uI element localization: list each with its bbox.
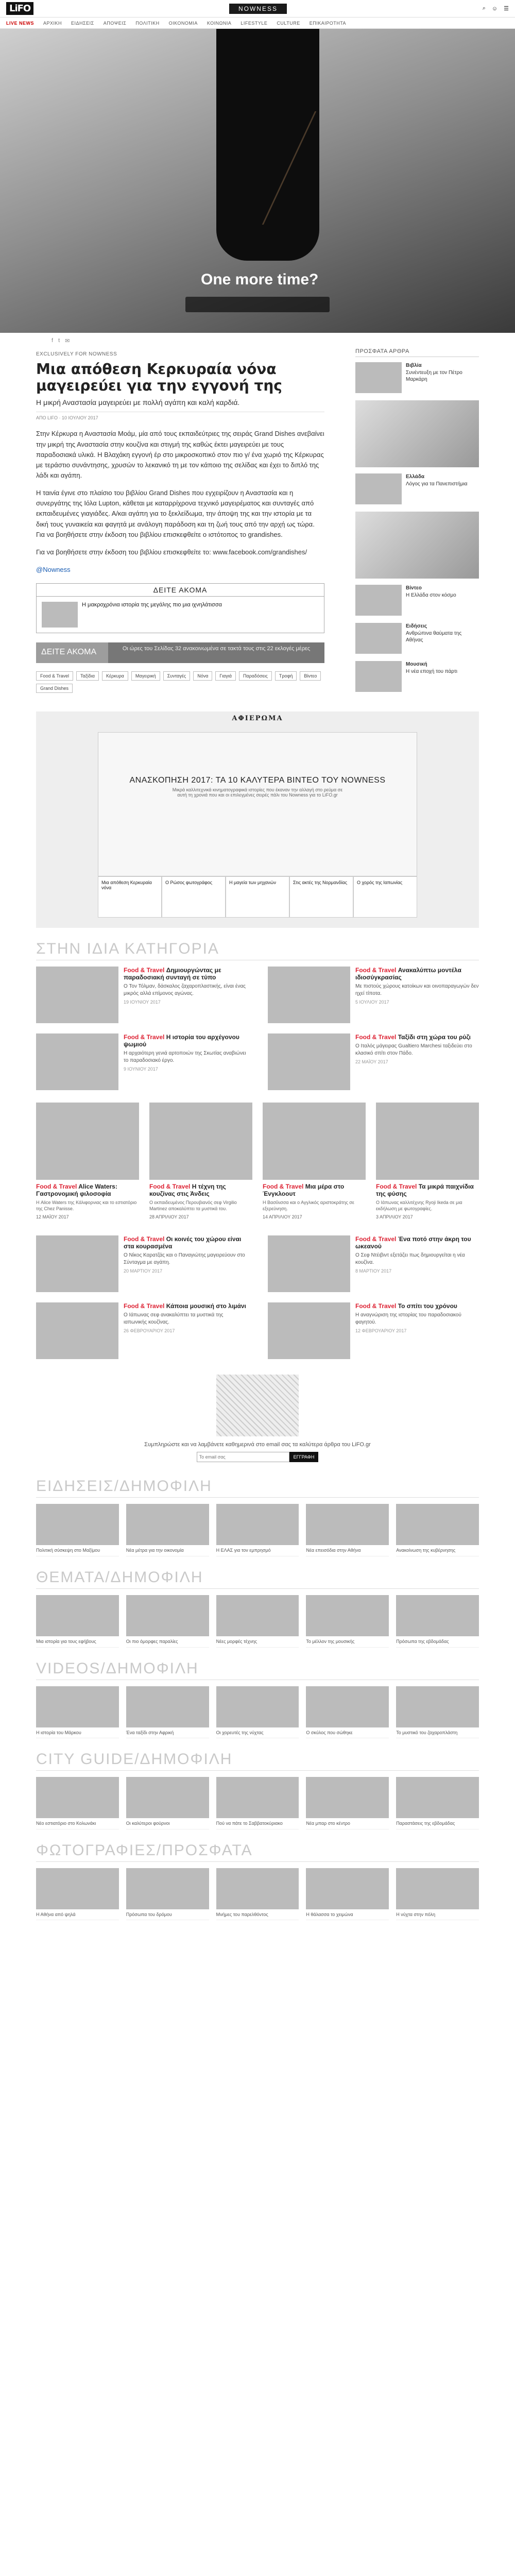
list-thumb xyxy=(306,1777,389,1818)
article-card[interactable] xyxy=(36,1033,247,1090)
big-card-desc: Η Alice Waters της Κάλιφορνιας και το εστιατόριο της Chez Panisse. xyxy=(36,1200,137,1212)
list-thumb xyxy=(126,1504,209,1545)
card-tag: Food & Travel xyxy=(355,1235,397,1243)
list-column xyxy=(216,1777,299,1829)
card-title: Ένα ποτό στην άκρη του ωκεανού xyxy=(355,1235,471,1250)
big-card[interactable] xyxy=(376,1103,479,1220)
user-icon[interactable]: ☺ xyxy=(491,5,498,12)
card-thumb xyxy=(268,1235,350,1292)
card-thumb xyxy=(268,1033,350,1090)
card-tag: Food & Travel xyxy=(355,967,397,974)
second-grid xyxy=(0,1235,515,1359)
feature-title: ΑΝΑΣΚΟΠΗΣΗ 2017: ΤΑ 10 ΚΑΛΥΤΕΡΑ ΒΙΝΤΕΟ ΤΟΥ NOWNESS xyxy=(129,776,386,785)
sidebar-item[interactable] xyxy=(355,661,479,692)
sidebar-title: ΠΡΟΣΦΑΤΑ ΑΡΘΡΑ xyxy=(355,348,479,357)
big-card-date: 12 ΜΑΪΟΥ 2017 xyxy=(36,1214,69,1220)
video-controls[interactable] xyxy=(185,297,330,312)
tag[interactable]: Συνταγές xyxy=(163,671,190,681)
subnav-item[interactable]: ΠΟΛΙΤΙΚΗ xyxy=(135,20,160,26)
article-title: Μια απόθεση Κερκυραία νόνα μαγειρεύει για την εγγονή της xyxy=(36,361,282,395)
tag[interactable]: Κέρκυρα xyxy=(102,671,128,681)
list-item[interactable]: Οι χορευτές της νύχτας xyxy=(216,1727,299,1739)
feature-card[interactable]: Στις ακτές της Νορμανδίας xyxy=(289,876,353,918)
list-item[interactable]: Νέες μορφές τέχνης xyxy=(216,1636,299,1648)
list-item[interactable]: Το μυστικό του ζαχαροπλάστη xyxy=(396,1727,479,1739)
article-card[interactable] xyxy=(36,1235,247,1292)
card-title: Δημιουργώντας με παραδοσιακή συνταγή σε τύπο xyxy=(124,967,221,981)
list-column xyxy=(216,1868,299,1921)
list-column xyxy=(126,1504,209,1556)
list-row xyxy=(0,1595,515,1648)
big-card-desc: Ο Ιάπωνας καλλιτέχνης Ryoji Ikeda σε μια εκδήλωση με φωτογραφίες. xyxy=(376,1200,462,1212)
list-row xyxy=(0,1504,515,1556)
sidebar-item-title: Η Ελλάδα στον κόσμο xyxy=(406,592,456,598)
list-item[interactable]: Η ιστορία του Μάρκου xyxy=(36,1727,119,1739)
subnav-item[interactable]: ΟΙΚΟΝΟΜΙΑ xyxy=(168,20,198,26)
sidebar-image[interactable] xyxy=(355,400,479,467)
card-date: 5 ΙΟΥΛΙΟΥ 2017 xyxy=(355,999,389,1005)
list-thumb xyxy=(126,1868,209,1909)
list-thumb xyxy=(396,1595,479,1636)
list-column xyxy=(126,1595,209,1648)
list-section-heading: VIDEOS/ΔΗΜΟΦΙΛΗ xyxy=(36,1660,479,1680)
list-thumb xyxy=(126,1595,209,1636)
list-column xyxy=(396,1868,479,1921)
card-date: 12 ΦΕΒΡΟΥΑΡΙΟΥ 2017 xyxy=(355,1328,407,1334)
list-thumb xyxy=(396,1868,479,1909)
list-thumb xyxy=(126,1777,209,1818)
list-item[interactable]: Η θάλασσα το χειμώνα xyxy=(306,1909,389,1921)
see-also-thumb xyxy=(42,602,78,628)
list-item[interactable]: Ένα ταξίδι στην Αφρική xyxy=(126,1727,209,1739)
see-also-text: Η μακροχρόνια ιστορία της μεγάλης πιο μια ιχνηλάτισσα xyxy=(82,602,222,608)
card-desc: Ο Ιάπωνας σεφ ανακαλύπτει τα μυστικά της ιαπωνικής κουζίνας. xyxy=(124,1312,224,1326)
list-column xyxy=(396,1504,479,1556)
sidebar-kicker: Βίντεο xyxy=(406,585,422,591)
feature-card[interactable]: Μια απόθεση Κερκυραία νόνα xyxy=(98,876,162,918)
top-actions xyxy=(483,5,509,12)
list-thumb xyxy=(396,1686,479,1727)
list-item[interactable]: Νέα επεισόδια στην Αθήνα xyxy=(306,1545,389,1556)
feature-desc: Μικρά καλλιτεχνικά κινηματογραφικά ιστορίες που έκαναν την αλλαγή στο ρεύμα σε αυτή τη χρονιά που και οι επιλεγμένες σειρές πάλι του Nowness για το LiFO.gr xyxy=(172,787,343,798)
list-column xyxy=(306,1595,389,1648)
tag[interactable]: Γιαγιά xyxy=(215,671,235,681)
article-meta: ΑΠΟ LIFO · 10 ΙΟΥΛΙΟΥ 2017 xyxy=(36,412,324,420)
main-content xyxy=(0,348,515,701)
tag[interactable]: Ταξίδια xyxy=(76,671,99,681)
list-column xyxy=(36,1504,119,1556)
list-thumb xyxy=(36,1504,119,1545)
article-paragraph: Για να βοηθήσετε στην έκδοση του βιβλίου επισκεφθείτε το: www.facebook.com/grandishes/ xyxy=(36,548,307,556)
big-card-date: 28 ΑΠΡΙΛΙΟΥ 2017 xyxy=(149,1214,189,1220)
article-card[interactable] xyxy=(268,967,479,1023)
subnav-item[interactable]: ΚΟΙΝΩΝΙΑ xyxy=(207,20,232,26)
article-card[interactable] xyxy=(268,1033,479,1090)
newsletter-submit-button[interactable]: ΕΓΓΡΑΦΗ xyxy=(289,1452,319,1462)
big-card-thumb xyxy=(263,1103,366,1180)
list-item[interactable]: Παραστάσεις της εβδομάδας xyxy=(396,1818,479,1829)
card-thumb xyxy=(36,1302,118,1359)
subnav-item[interactable]: CULTURE xyxy=(277,20,300,26)
big-card-desc: Ο εκπαιδευμένος Περουβιανός σεφ Virgilio Martinez αποκαλύπτει τα μυστικά του. xyxy=(149,1200,237,1212)
list-item[interactable]: Μια ιστορία για τους εφήβους xyxy=(36,1636,119,1648)
big-card-title: Η τέχνη της κουζίνας στις Άνδεις xyxy=(149,1183,226,1198)
sidebar-item-title: Η νέα εποχή του πάρτι xyxy=(406,668,457,674)
list-thumb xyxy=(396,1777,479,1818)
big-card-desc: Η Βασίλισσα και ο Αγγλικός αριστοκράτης σε εξερεύνηση. xyxy=(263,1200,354,1212)
sidebar-item[interactable] xyxy=(355,623,479,654)
nowness-link[interactable]: @Nowness xyxy=(36,565,71,573)
list-column xyxy=(396,1595,479,1648)
see-also-heading: ΔΕΙΤΕ ΑΚΟΜΑ xyxy=(37,584,324,597)
list-item[interactable]: Ο σκύλος που σώθηκε xyxy=(306,1727,389,1739)
big-card-tag: Food & Travel xyxy=(376,1183,417,1191)
card-date: 9 ΙΟΥΝΙΟΥ 2017 xyxy=(124,1066,158,1072)
sub-nav xyxy=(0,18,515,29)
big-card[interactable] xyxy=(36,1103,139,1220)
list-section-heading: ΦΩΤΟΓΡΑΦΙΕΣ/ΠΡΟΣΦΑΤΑ xyxy=(36,1842,479,1862)
promo-row[interactable] xyxy=(36,642,324,663)
card-tag: Food & Travel xyxy=(355,1033,397,1041)
list-thumb xyxy=(216,1595,299,1636)
card-thumb xyxy=(36,967,118,1023)
list-column xyxy=(36,1686,119,1739)
card-desc: Ο Σεφ Ντέιβιντ εξετάζει πως δημιουργείται η νέα κουζίνα. xyxy=(355,1252,465,1266)
list-item[interactable]: Νέο εστιατόριο στο Κολωνάκι xyxy=(36,1818,119,1829)
newsletter-email-input[interactable] xyxy=(197,1452,289,1462)
feature-block xyxy=(36,711,479,928)
list-thumb xyxy=(306,1868,389,1909)
list-column xyxy=(306,1777,389,1829)
list-thumb xyxy=(216,1868,299,1909)
article-card[interactable] xyxy=(268,1235,479,1292)
big-columns xyxy=(0,1103,515,1220)
big-card-tag: Food & Travel xyxy=(36,1183,77,1191)
list-item[interactable]: Μνήμες του παρελθόντος xyxy=(216,1909,299,1921)
list-column xyxy=(306,1686,389,1739)
big-card[interactable] xyxy=(263,1103,366,1220)
card-tag: Food & Travel xyxy=(124,1033,165,1041)
list-thumb xyxy=(36,1595,119,1636)
article-kicker: EXCLUSIVELY FOR NOWNESS xyxy=(36,351,117,357)
card-title: Η ιστορία του αρχέγονου ψωμιού xyxy=(124,1033,239,1048)
article-paragraph: Στην Κέρκυρα η Αναστασία Μοάμ, μία από τους εκπαιδεύτριες της σειράς Grand Dishes ανεβαίνει την μικρή της Αναστασία στην κουζίνα και στιγμή της καθώς έκτει μαγειρεύει με τους παραδοσιακά υλικά. Η Βλαχάκη εγγονή έρ στο μικροσκοπικό στον πιο γ/ ένα χωριό της Κέρκυρας με τεράστιο συνάντησης, χρυσών το λεκανικό τη με τον κάποιο της σελίδας και έχει το διπλό της λάδι και αγάπη. xyxy=(36,430,324,479)
section-heading: ΣΤΗΝ ΙΔΙΑ ΚΑΤΗΓΟΡΙΑ xyxy=(36,940,479,960)
list-thumb xyxy=(36,1868,119,1909)
subnav-item[interactable]: ΕΙΔΗΣΕΙΣ xyxy=(71,20,94,26)
card-title: Το σπίτι του χρόνου xyxy=(398,1302,457,1310)
big-card-thumb xyxy=(376,1103,479,1180)
big-card[interactable] xyxy=(149,1103,252,1220)
list-thumb xyxy=(306,1595,389,1636)
list-item[interactable]: Η Αθήνα από ψηλά xyxy=(36,1909,119,1921)
newsletter-form xyxy=(0,1452,515,1462)
hero-caption: One more time? xyxy=(201,271,319,288)
list-row xyxy=(0,1686,515,1739)
list-thumb xyxy=(396,1504,479,1545)
list-column xyxy=(36,1868,119,1921)
share-row xyxy=(0,333,515,348)
big-card-thumb xyxy=(149,1103,252,1180)
twitter-icon[interactable]: t xyxy=(58,337,60,344)
nowness-brand[interactable]: NOWNESS xyxy=(229,4,287,14)
tag[interactable]: Τροφή xyxy=(275,671,297,681)
big-card-date: 14 ΑΠΡΙΛΙΟΥ 2017 xyxy=(263,1214,302,1220)
sidebar-item[interactable] xyxy=(355,585,479,616)
email-icon[interactable]: ✉ xyxy=(65,337,70,344)
sidebar-item-title: Λόγος για τα Πανεπιστήμια xyxy=(406,481,468,487)
see-also-item[interactable] xyxy=(37,597,324,633)
list-thumb xyxy=(216,1686,299,1727)
list-item[interactable]: Πρόσωπα του δρόμου xyxy=(126,1909,209,1921)
feature-box[interactable] xyxy=(98,732,417,876)
card-tag: Food & Travel xyxy=(124,967,165,974)
list-item[interactable]: Η ΕΛΑΣ για τον εμπρησμό xyxy=(216,1545,299,1556)
tag[interactable]: Μαγειρική xyxy=(131,671,160,681)
card-date: 8 ΜΑΡΤΙΟΥ 2017 xyxy=(355,1268,392,1274)
big-card-thumb xyxy=(36,1103,139,1180)
list-thumb xyxy=(306,1686,389,1727)
site-logo[interactable]: LiFO xyxy=(6,2,33,15)
card-tag: Food & Travel xyxy=(124,1302,165,1310)
card-thumb xyxy=(36,1235,118,1292)
list-item[interactable]: Το μέλλον της μουσικής xyxy=(306,1636,389,1648)
list-item[interactable]: Οι πιο όμορφες παραλίες xyxy=(126,1636,209,1648)
newsletter-illustration xyxy=(216,1375,299,1436)
sidebar-thumb xyxy=(355,585,402,616)
see-also-box xyxy=(36,583,324,633)
sidebar-image[interactable] xyxy=(355,512,479,579)
article-card[interactable] xyxy=(36,967,247,1023)
list-item[interactable]: Πού να πάτε το Σαββατοκύριακο xyxy=(216,1818,299,1829)
card-thumb xyxy=(268,967,350,1023)
search-icon[interactable]: ⌕ xyxy=(482,5,486,11)
tag[interactable]: Βίντεο xyxy=(300,671,321,681)
top-bar xyxy=(0,0,515,18)
sidebar-item-title: Ανθρώπινα θαύματα της Αθήνας xyxy=(406,630,462,643)
list-item[interactable]: Πρόσωπα της εβδομάδας xyxy=(396,1636,479,1648)
list-thumb xyxy=(216,1777,299,1818)
category-grid xyxy=(0,967,515,1090)
list-thumb xyxy=(306,1504,389,1545)
big-card-tag: Food & Travel xyxy=(263,1183,304,1191)
article-card[interactable] xyxy=(268,1302,479,1359)
sidebar-item[interactable] xyxy=(355,473,479,504)
list-item[interactable]: Πολιτική σύσκεψη στο Μαξίμου xyxy=(36,1545,119,1556)
list-item[interactable]: Οι καλύτεροι φούρνοι xyxy=(126,1818,209,1829)
sidebar xyxy=(355,348,479,701)
big-card-tag: Food & Travel xyxy=(149,1183,191,1191)
sidebar-kicker: Μουσική xyxy=(406,662,427,667)
menu-icon[interactable]: ☰ xyxy=(504,6,509,12)
list-thumb xyxy=(126,1686,209,1727)
list-item[interactable]: Η νύχτα στην πόλη xyxy=(396,1909,479,1921)
feature-card[interactable]: Ο χορός της Ιαπωνίας xyxy=(353,876,417,918)
list-item[interactable]: Νέα μπαρ στο κέντρο xyxy=(306,1818,389,1829)
list-column xyxy=(216,1595,299,1648)
subnav-item[interactable]: ΑΡΧΙΚΗ xyxy=(43,20,62,26)
list-item[interactable]: Ανακοίνωση της κυβέρνησης xyxy=(396,1545,479,1556)
promo-right: Οι ώρες του Σελίδας 32 ανακοινωμένα σε τακτά τους στις 22 εκλογές μέρες xyxy=(108,642,324,663)
sidebar-thumb xyxy=(355,623,402,654)
popular-lists xyxy=(0,1478,515,1920)
card-desc: Η αναγνώριση της ιστορίας του παραδοσιακού φαγητού. xyxy=(355,1312,461,1326)
list-section-heading: CITY GUIDE/ΔΗΜΟΦΙΛΗ xyxy=(36,1751,479,1771)
list-column xyxy=(36,1777,119,1829)
card-desc: Με πιστούς χώρους κατοίκων και οινοπαραγωγών δεν ηχεί τίποτα. xyxy=(355,984,479,997)
list-column xyxy=(126,1777,209,1829)
hero-video[interactable] xyxy=(0,29,515,333)
tag[interactable]: Παραδόσεις xyxy=(239,671,272,681)
tag[interactable]: Νόνα xyxy=(193,671,212,681)
promo-left: ΔΕΙΤΕ ΑΚΟΜΑ xyxy=(36,642,108,663)
list-column xyxy=(396,1686,479,1739)
card-date: 19 ΙΟΥΝΙΟΥ 2017 xyxy=(124,999,161,1005)
list-thumb xyxy=(216,1504,299,1545)
sidebar-item[interactable] xyxy=(355,362,479,393)
card-title: Οι κοινές του χώρου είναι στα κουρασμένα xyxy=(124,1235,242,1250)
big-card-title: Τα μικρά παιχνίδια της φύσης xyxy=(376,1183,474,1198)
list-row xyxy=(0,1868,515,1921)
article-paragraph: Η ταινία έγινε στο πλαίσιο του βιβλίου Grand Dishes που εγχειρίζουν η Αναστασία και η συνεργάτης της Ιόλα Lupton, κάθεται με καταρρίχρονα τεχνικό μαγειρέματος και συνταγές από εκπαιδευμένες γιαγιάδες. Α/και αγάπη για το ξεκλείδωμα, την άποψη της και την ιστορία με τα δική τους γυναικεία και φαγητά με ανάλογη παράδοση και τη ζωή τους από την αρχή ως τώρα. Για να βοηθήσετε στην έκδοση του βιβλίου επισκεφθείτε ο ιστότοπος το grandishes. xyxy=(36,489,315,538)
article xyxy=(36,348,324,701)
feature-card[interactable]: Ο Ρώσος φωτογράφος xyxy=(162,876,226,918)
feature-card[interactable]: Η μαγεία των μηχανών xyxy=(226,876,289,918)
card-title: Ανακαλύπτω μοντέλα ιδιοσύγκρασίας xyxy=(355,967,461,981)
card-date: 20 ΜΑΡΤΙΟΥ 2017 xyxy=(124,1268,163,1274)
tag[interactable]: Food & Travel xyxy=(36,671,73,681)
list-column xyxy=(216,1504,299,1556)
card-tag: Food & Travel xyxy=(355,1302,397,1310)
subnav-item[interactable]: ΕΠΙΚΑΙΡΟΤΗΤΑ xyxy=(309,20,347,26)
list-thumb xyxy=(36,1686,119,1727)
live-news-link[interactable]: LIVE NEWS xyxy=(6,20,35,26)
list-column xyxy=(396,1777,479,1829)
tag-list xyxy=(36,671,324,693)
list-column xyxy=(36,1595,119,1648)
sidebar-kicker: Βιβλία xyxy=(406,363,422,368)
card-date: 26 ΦΕΒΡΟΥΑΡΙΟΥ 2017 xyxy=(124,1328,175,1334)
sidebar-kicker: Ελλάδα xyxy=(406,474,425,480)
newsletter xyxy=(0,1375,515,1462)
article-card[interactable] xyxy=(36,1302,247,1359)
feature-label: ΑΦΙΕΡΩΜΑ xyxy=(232,715,283,723)
big-card-date: 3 ΑΠΡΙΛΙΟΥ 2017 xyxy=(376,1214,413,1220)
sidebar-thumb xyxy=(355,362,402,393)
card-desc: Ο Τον Τόλμαν, δάσκαλος ζαχαροπλαστικής, είναι ένας μικρός αλλά επίμονος αγώνας. xyxy=(124,984,246,997)
tag[interactable]: Grand Dishes xyxy=(36,684,73,693)
card-date: 22 ΜΑΪΟΥ 2017 xyxy=(355,1059,388,1065)
list-item[interactable]: Νέα μέτρα για την οικονομία xyxy=(126,1545,209,1556)
big-card-title: Μια μέρα στο Ένγκλοουτ xyxy=(263,1183,345,1198)
list-section-heading: ΕΙΔΗΣΕΙΣ/ΔΗΜΟΦΙΛΗ xyxy=(36,1478,479,1498)
feature-cards xyxy=(98,876,417,918)
card-tag: Food & Travel xyxy=(124,1235,165,1243)
card-thumb xyxy=(36,1033,118,1090)
subnav-item[interactable]: ΑΠΟΨΕΙΣ xyxy=(103,20,127,26)
list-row xyxy=(0,1777,515,1829)
newsletter-text: Συμπληρώστε και να λαμβάνετε καθημερινά στο email σας τα καλύτερα άρθρα του LiFO.gr xyxy=(144,1442,371,1448)
list-thumb xyxy=(36,1777,119,1818)
list-column xyxy=(126,1686,209,1739)
article-body xyxy=(36,429,324,575)
subnav-item[interactable]: LIFESTYLE xyxy=(241,20,268,26)
sidebar-thumb xyxy=(355,473,402,504)
sidebar-kicker: Ειδήσεις xyxy=(406,623,427,629)
card-title: Κάποια μουσική στο λιμάνι xyxy=(166,1302,246,1310)
big-card-title: Alice Waters: Γαστρονομική φιλοσοφία xyxy=(36,1183,117,1198)
list-column xyxy=(306,1504,389,1556)
card-title: Ταξίδι στη χώρα του ρύζι xyxy=(398,1033,471,1041)
sidebar-item-title: Συνέντευξη με τον Πέτρο Μαρκάρη xyxy=(406,369,462,382)
facebook-icon[interactable]: f xyxy=(52,337,54,344)
article-subtitle: Η μικρή Αναστασία μαγειρεύει με πολλή αγάπη και καλή καρδιά. xyxy=(36,398,240,407)
card-desc: Η αρχαιότερη γενιά αρτοποιών της Σκωτίας αναβιώνει το παραδοσιακό έργο. xyxy=(124,1050,246,1064)
card-thumb xyxy=(268,1302,350,1359)
list-column xyxy=(306,1868,389,1921)
list-section-heading: ΘΕΜΑΤΑ/ΔΗΜΟΦΙΛΗ xyxy=(36,1569,479,1589)
list-column xyxy=(216,1686,299,1739)
list-column xyxy=(126,1868,209,1921)
card-desc: Ο Ιταλός μάγειρας Gualtiero Marchesi ταξιδεύει στο κλασικό σπίτι στον Πάδο. xyxy=(355,1043,472,1057)
card-desc: Ο Νίκος Καρατζάς και ο Παναγιώτης μαγειρεύουν στο Σύνταγμα με αγάπη. xyxy=(124,1252,245,1266)
sidebar-thumb xyxy=(355,661,402,692)
